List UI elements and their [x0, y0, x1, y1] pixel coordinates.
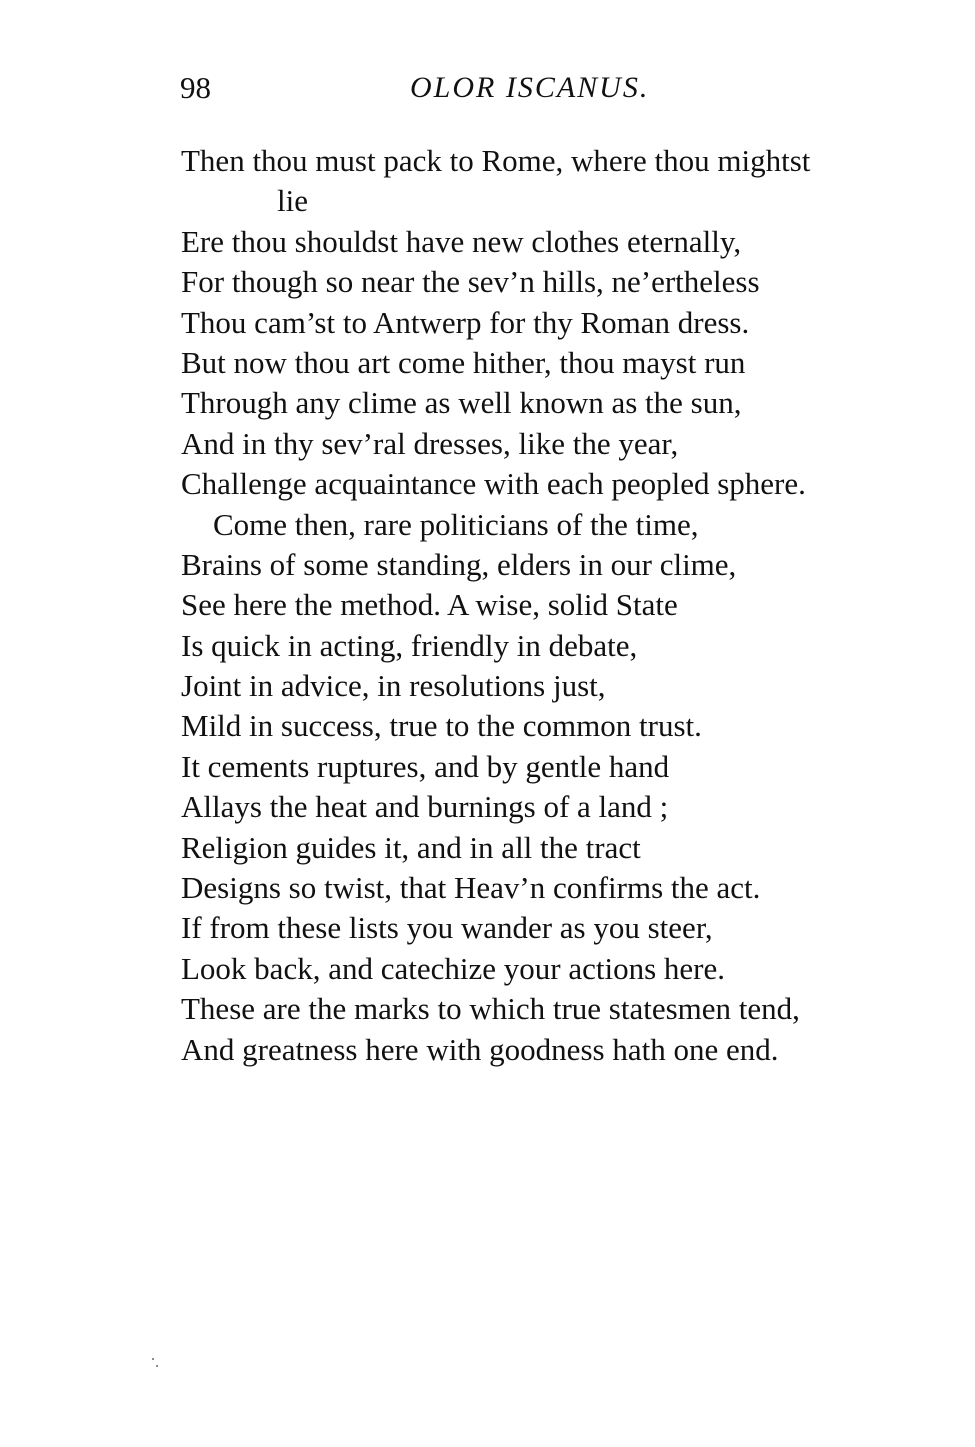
- poem-line: Allays the heat and burnings of a land ;: [181, 789, 669, 825]
- poem-text: [181, 141, 941, 1070]
- poem-line: For though so near the sev’n hills, ne’ertheless: [181, 264, 760, 300]
- poem-line: Is quick in acting, friendly in debate,: [181, 627, 638, 663]
- poem-line: And greatness here with goodness hath one end.: [181, 1031, 779, 1067]
- scan-speck: [152, 1358, 154, 1360]
- poem-line: Religion guides it, and in all the tract: [181, 829, 641, 865]
- poem-line: It cements ruptures, and by gentle hand: [181, 748, 670, 784]
- poem-line: Look back, and catechize your actions here.: [181, 950, 725, 986]
- poem-line: And in thy sev’ral dresses, like the year,: [181, 425, 679, 461]
- poem-line: These are the marks to which true statesmen tend,: [181, 991, 800, 1027]
- poem-line: Ere thou shouldst have new clothes eternally,: [181, 223, 742, 259]
- poem-line: Brains of some standing, elders in our clime,: [181, 546, 737, 582]
- scan-speck: [156, 1365, 158, 1367]
- poem-line: But now thou art come hither, thou mayst run: [181, 344, 746, 380]
- running-title: OLOR ISCANUS.: [410, 71, 650, 104]
- poem-line: Through any clime as well known as the sun,: [181, 385, 742, 421]
- page-number: 98: [180, 70, 211, 105]
- running-header: [180, 68, 900, 108]
- poem-line: Thou cam’st to Antwerp for thy Roman dress.: [181, 304, 750, 340]
- poem-line: Challenge acquaintance with each peopled sphere.: [181, 466, 806, 502]
- poem-line: Designs so twist, that Heav’n confirms the act.: [181, 870, 761, 906]
- poem-line-stanza-start: Come then, rare politicians of the time,: [213, 506, 699, 542]
- poem-line: Joint in advice, in resolutions just,: [181, 668, 606, 704]
- poem-line: If from these lists you wander as you steer,: [181, 910, 713, 946]
- poem-line-continuation: lie: [277, 183, 308, 219]
- poem-line: See here the method. A wise, solid State: [181, 587, 678, 623]
- poem-line: Mild in success, true to the common trust.: [181, 708, 702, 744]
- poem-line: Then thou must pack to Rome, where thou mightst: [181, 143, 811, 178]
